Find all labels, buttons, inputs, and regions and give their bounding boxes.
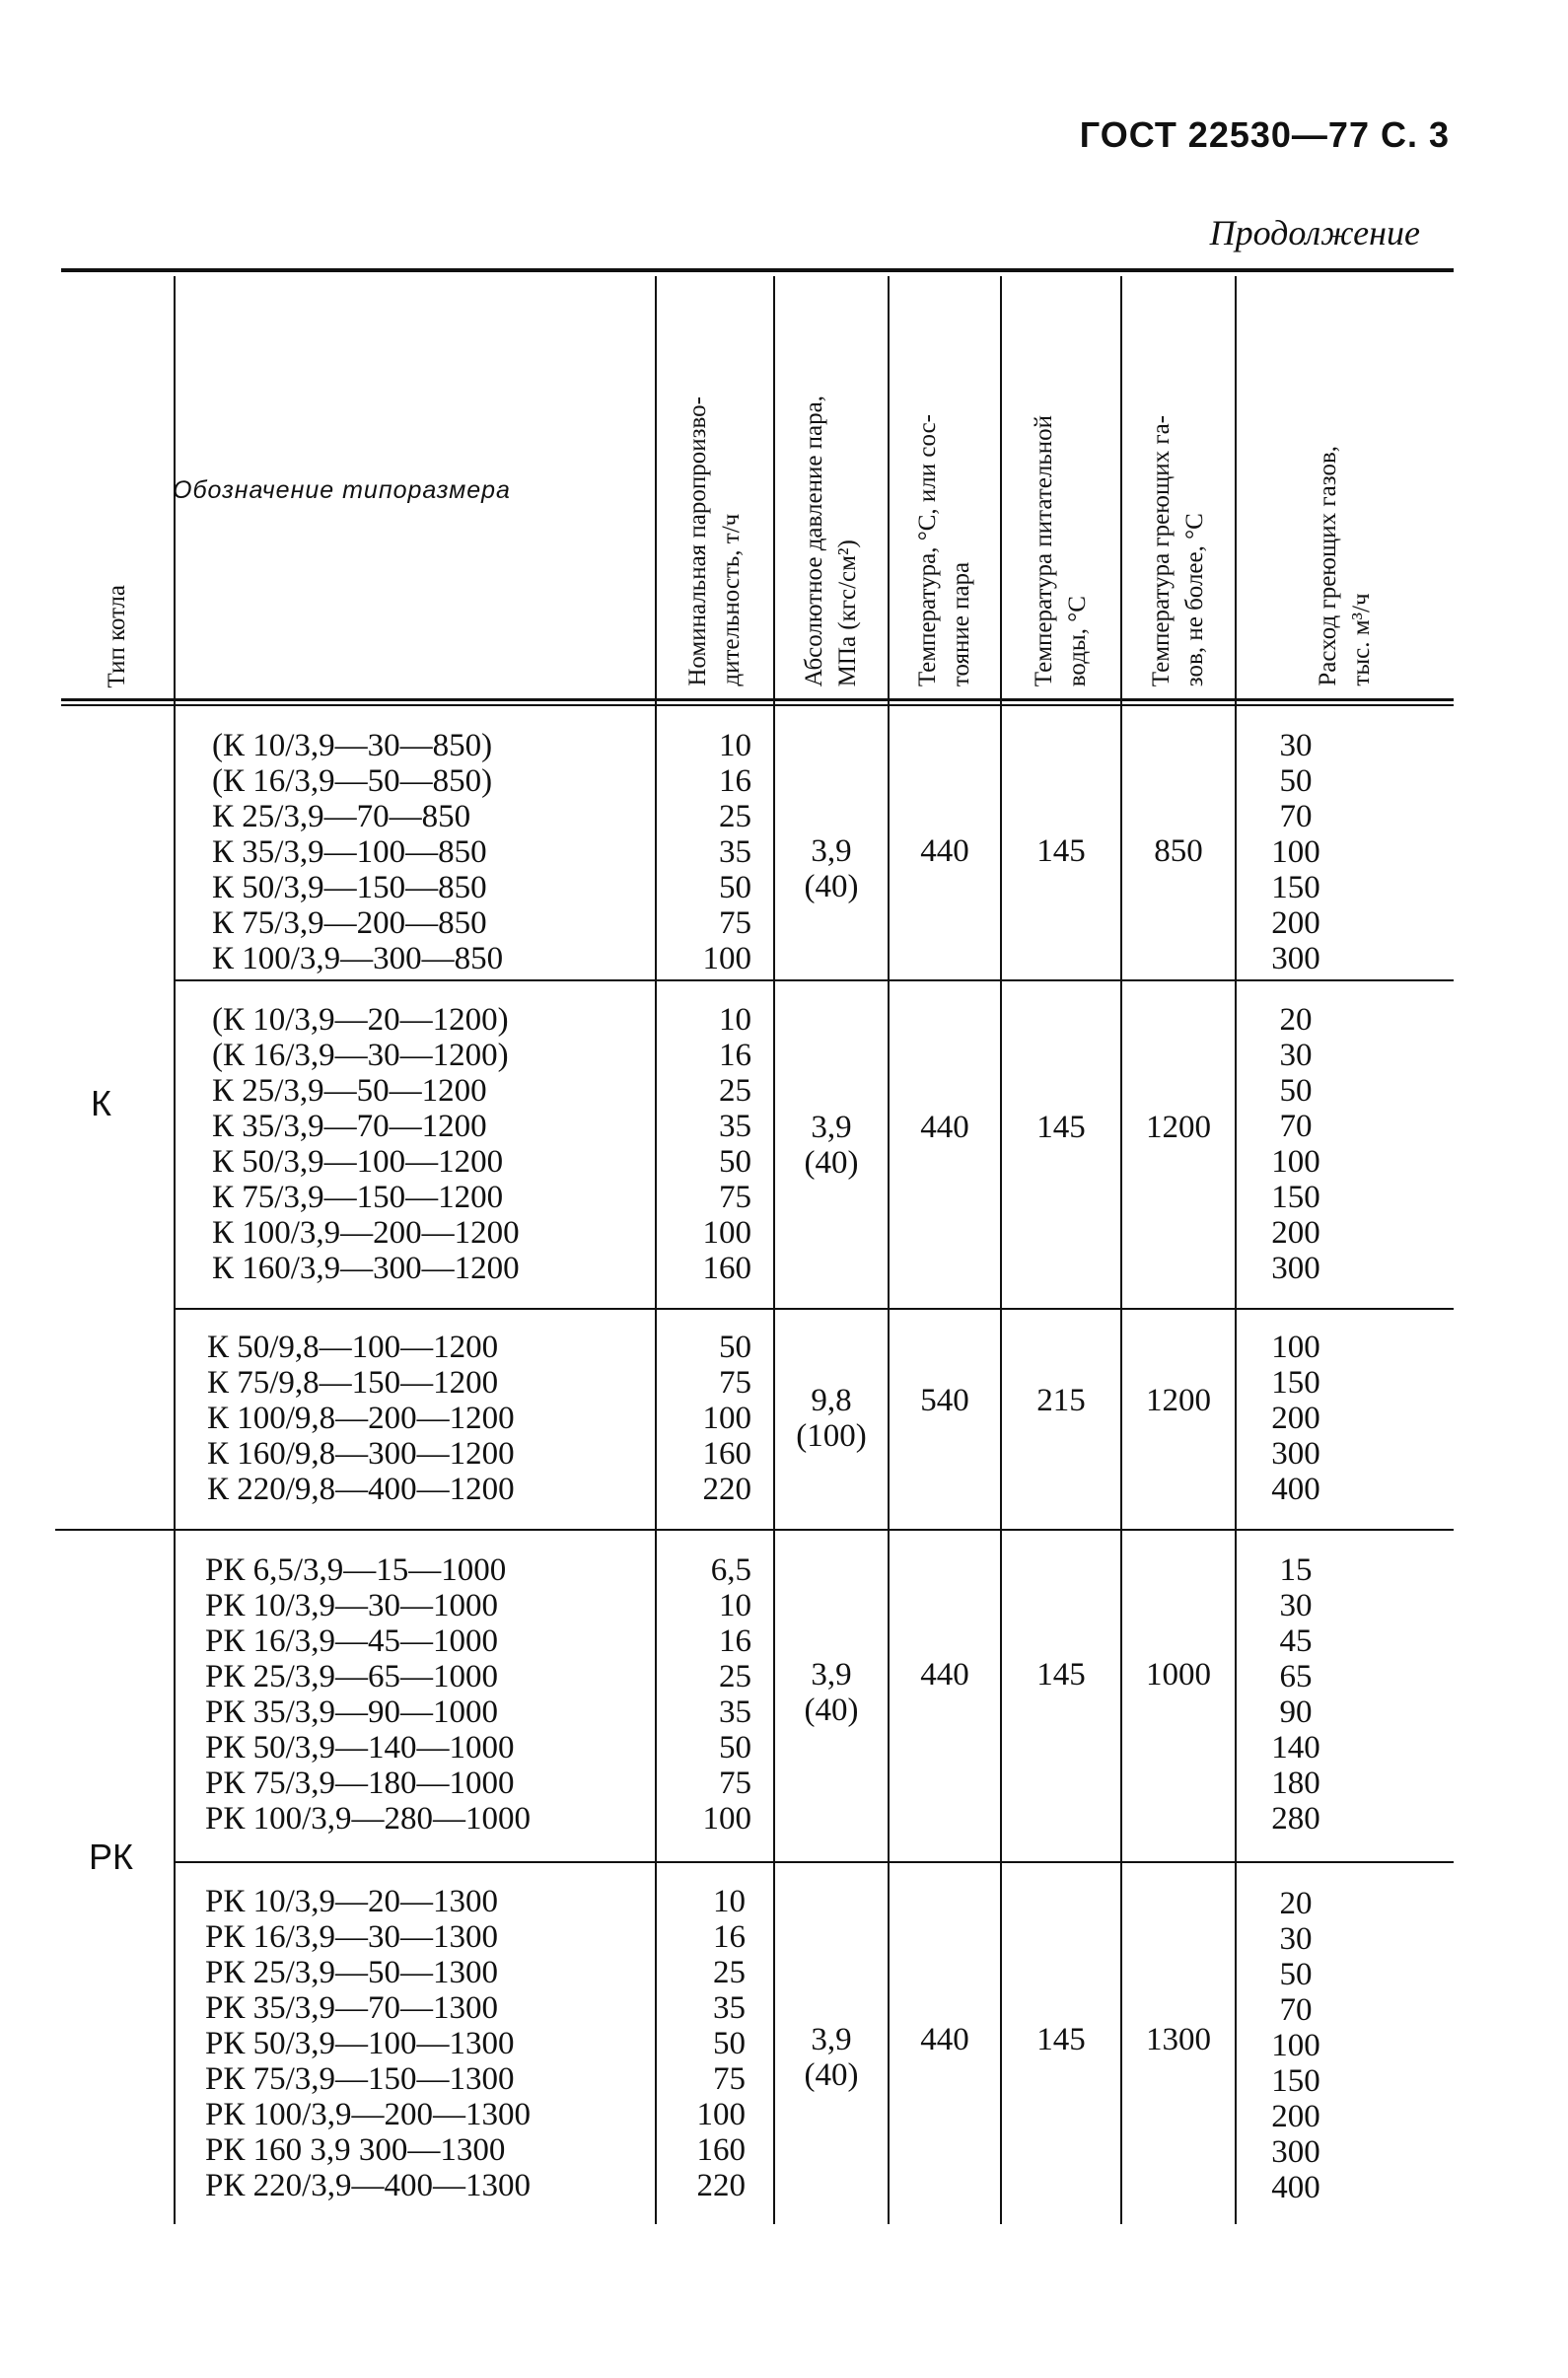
- header-gas-flow: [1237, 272, 1454, 698]
- capacity-list: 6,5 10 16 25 35 50 75 100: [702, 1552, 751, 1837]
- header-bottom-rule-2: [61, 704, 1454, 706]
- group-separator: [55, 1529, 1454, 1531]
- header-steam-temp-text: Температура, °С, или сос- тояние пара: [914, 413, 974, 686]
- block-separator: [174, 979, 1454, 981]
- gas-temp-value: 850: [1154, 833, 1203, 869]
- page-header: ГОСТ 22530—77 С. 3: [1079, 114, 1450, 155]
- gas-flow-list: 30 50 70 100 150 200 300: [1271, 728, 1320, 976]
- header-feed-temp-text: Температура питательной воды, °С: [1031, 414, 1091, 686]
- capacity-list: 10 16 25 35 50 75 100 160 220: [696, 1884, 746, 2203]
- designation-list: (К 10/3,9—20—1200) (К 16/3,9—30—1200) К 25/3,9—50—1200 К 35/3,9—70—1200 К 50/3,9—100—1200 К 75/3,9—150—1200 К 100/3,9—200—1200 К 160/3,9—300—1200: [212, 1002, 520, 1286]
- header-bottom-rule: [61, 698, 1454, 701]
- feed-temp-value: 145: [1036, 1657, 1086, 1693]
- header-designation: Обозначение типоразмера: [173, 476, 511, 504]
- header-pressure-text: Абсолютное давление пара, МПа (кгс/см²): [801, 395, 861, 686]
- gas-temp-value: 1300: [1146, 2022, 1211, 2057]
- gas-flow-list: 20 30 50 70 100 150 200 300 400: [1271, 1886, 1320, 2205]
- header-feed-temp: [1002, 272, 1120, 698]
- group-type-label: К: [91, 1083, 111, 1123]
- steam-temp-value: 440: [920, 1110, 969, 1145]
- group-type-label: РК: [89, 1837, 133, 1877]
- pressure-value: 3,9 (40): [804, 1657, 859, 1728]
- header-steam-temp: [890, 272, 1000, 698]
- pressure-value: 3,9 (40): [804, 1110, 859, 1181]
- feed-temp-value: 215: [1036, 1383, 1086, 1418]
- steam-temp-value: 440: [920, 833, 969, 869]
- designation-list: К 50/9,8—100—1200 К 75/9,8—150—1200 К 100/9,8—200—1200 К 160/9,8—300—1200 К 220/9,8—400—1200: [207, 1330, 515, 1507]
- feed-temp-value: 145: [1036, 1110, 1086, 1145]
- feed-temp-value: 145: [1036, 833, 1086, 869]
- gas-temp-value: 1200: [1146, 1383, 1211, 1418]
- block-separator: [174, 1308, 1454, 1310]
- gas-temp-value: 1000: [1146, 1657, 1211, 1693]
- gas-flow-list: 100 150 200 300 400: [1271, 1330, 1320, 1507]
- designation-list: (К 10/3,9—30—850) (К 16/3,9—50—850) К 25/3,9—70—850 К 35/3,9—100—850 К 50/3,9—150—850 К 75/3,9—200—850 К 100/3,9—300—850: [212, 728, 504, 976]
- gas-flow-list: 15 30 45 65 90 140 180 280: [1271, 1552, 1320, 1837]
- block-separator: [174, 1861, 1454, 1863]
- header-gas-temp-text: Температура греющих га- зов, не более, °С: [1148, 414, 1208, 686]
- header-type: [61, 272, 174, 698]
- continuation-label: Продолжение: [1209, 213, 1420, 252]
- pressure-value: 3,9 (40): [804, 2022, 859, 2093]
- gas-temp-value: 1200: [1146, 1110, 1211, 1145]
- steam-temp-value: 540: [920, 1383, 969, 1418]
- header-capacity-text: Номинальная паропроизво- дительность, т/ч: [684, 396, 745, 686]
- pressure-value: 3,9 (40): [804, 833, 859, 904]
- feed-temp-value: 145: [1036, 2022, 1086, 2057]
- header-capacity: [657, 272, 773, 698]
- steam-temp-value: 440: [920, 2022, 969, 2057]
- designation-list: РК 6,5/3,9—15—1000 РК 10/3,9—30—1000 РК 16/3,9—45—1000 РК 25/3,9—65—1000 РК 35/3,9—90—1000 РК 50/3,9—140—1000 РК 75/3,9—180—1000 РК 100/3,9—280—1000: [205, 1552, 532, 1837]
- header-gas-flow-text: Расход греющих газов, тыс. м³/ч: [1315, 446, 1375, 686]
- column-rule: [174, 276, 176, 2224]
- pressure-value: 9,8 (100): [796, 1383, 867, 1454]
- gas-flow-list: 20 30 50 70 100 150 200 300: [1271, 1002, 1320, 1286]
- designation-list: РК 10/3,9—20—1300 РК 16/3,9—30—1300 РК 25/3,9—50—1300 РК 35/3,9—70—1300 РК 50/3,9—100—1300 РК 75/3,9—150—1300 РК 100/3,9—200—1300 РК 160 3,9 300—1300 РК 220/3,9—400—1300: [205, 1884, 532, 2203]
- steam-temp-value: 440: [920, 1657, 969, 1693]
- header-gas-temp: [1122, 272, 1235, 698]
- capacity-list: 10 16 25 35 50 75 100: [702, 728, 751, 976]
- capacity-list: 50 75 100 160 220: [702, 1330, 751, 1507]
- capacity-list: 10 16 25 35 50 75 100 160: [702, 1002, 751, 1286]
- header-type-text: Тип котла: [104, 585, 130, 688]
- header-pressure: [775, 272, 888, 698]
